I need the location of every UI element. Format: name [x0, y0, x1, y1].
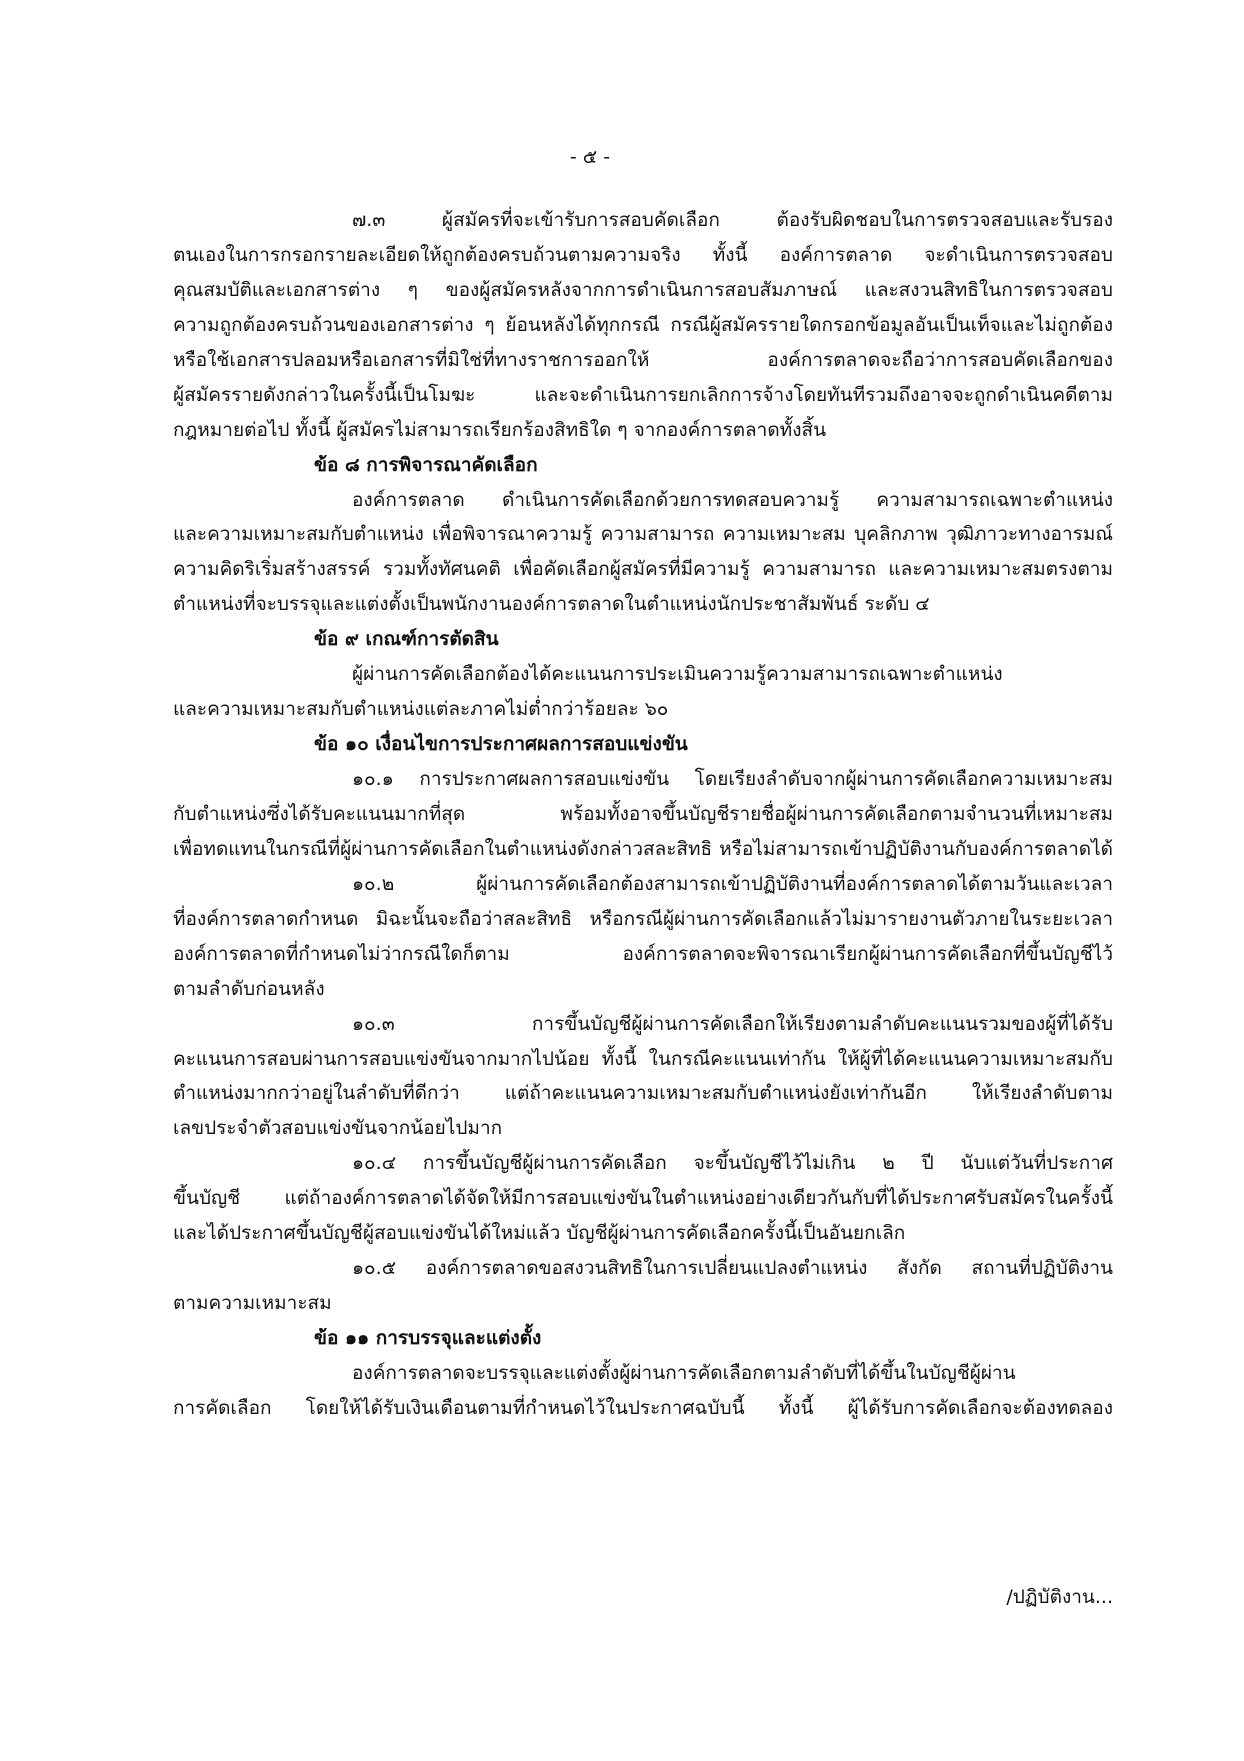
- clause-11-heading: ข้อ ๑๑ การบรรจุและแต่งตั้ง: [314, 1327, 542, 1349]
- clause-10-3-line: เลขประจำตัวสอบแข่งขันจากน้อยไปมาก: [173, 1117, 503, 1140]
- clause-10-1-line: ๑๐.๑ การประกาศผลการสอบแข่งขัน โดยเรียงลำดับจากผู้ผ่านการคัดเลือกความเหมาะสม: [352, 768, 1113, 790]
- clause-10-heading: ข้อ ๑๐ เงื่อนไขการประกาศผลการสอบแข่งขัน: [314, 733, 688, 756]
- clause-10-3-line: คะแนนการสอบผ่านการสอบแข่งขันจากมากไปน้อย ทั้งนี้ ในกรณีคะแนนเท่ากัน ให้ผู้ที่ได้คะแนนความเหมาะสมกับ: [173, 1047, 1113, 1070]
- clause-7-3-line: ผู้สมัครรายดังกล่าวในครั้งนี้เป็นโมฆะ และจะดำเนินการยกเลิกการจ้างโดยทันทีรวมถึงอาจจะถูกดำเนินคดีตาม: [173, 383, 1113, 406]
- clause-11-line: องค์การตลาดจะบรรจุและแต่งตั้งผู้ผ่านการคัดเลือกตามลำดับที่ได้ขึ้นในบัญชีผู้ผ่าน: [352, 1361, 1016, 1384]
- clause-10-2-line: องค์การตลาดที่กำหนดไม่ว่ากรณีใดก็ตาม องค์การตลาดจะพิจารณาเรียกผู้ผ่านการคัดเลือกที่ขึ้นบัญชีไว้: [173, 942, 1113, 965]
- clause-10-4-line: ๑๐.๔ การขึ้นบัญชีผู้ผ่านการคัดเลือก จะขึ้นบัญชีไว้ไม่เกิน ๒ ปี นับแต่วันที่ประกาศ: [352, 1152, 1113, 1175]
- clause-9-heading: ข้อ ๙ เกณฑ์การตัดสิน: [314, 628, 499, 651]
- clause-11-line: การคัดเลือก โดยให้ได้รับเงินเดือนตามที่กำหนดไว้ในประกาศฉบับนี้ ทั้งนี้ ผู้ได้รับการคัดเลือกจะต้องทดลอง: [173, 1396, 1113, 1419]
- clause-7-3-line: ๗.๓ ผู้สมัครที่จะเข้ารับการสอบคัดเลือก ต้องรับผิดชอบในการตรวจสอบและรับรอง: [352, 209, 1113, 231]
- clause-7-3-line: ตนเองในการกรอกรายละเอียดให้ถูกต้องครบถ้วนตามความจริง ทั้งนี้ องค์การตลาด จะดำเนินการตรวจสอบ: [173, 243, 1113, 266]
- clause-10-1-line: เพื่อทดแทนในกรณีที่ผู้ผ่านการคัดเลือกในตำแหน่งดังกล่าวสละสิทธิ หรือไม่สามารถเข้าปฏิบัติงานกับองค์การตลาดได้: [173, 837, 1113, 860]
- page-number: - ๕ -: [569, 146, 611, 168]
- continuation-marker: /ปฏิบัติงาน...: [1006, 1586, 1113, 1608]
- clause-10-2-line: ๑๐.๒ ผู้ผ่านการคัดเลือกต้องสามารถเข้าปฏิบัติงานที่องค์การตลาดได้ตามวันและเวลา: [352, 872, 1113, 895]
- clause-10-3-line: ๑๐.๓ การขึ้นบัญชีผู้ผ่านการคัดเลือกให้เรียงตามลำดับคะแนนรวมของผู้ที่ได้รับ: [352, 1012, 1113, 1035]
- clause-7-3-line: กฎหมายต่อไป ทั้งนี้ ผู้สมัครไม่สามารถเรียกร้องสิทธิใด ๆ จากองค์การตลาดทั้งสิ้น: [173, 418, 827, 441]
- clause-10-5-line: ตามความเหมาะสม: [173, 1292, 332, 1315]
- clause-10-1-line: กับตำแหน่งซึ่งได้รับคะแนนมากที่สุด พร้อมทั้งอาจขึ้นบัญชีรายชื่อผู้ผ่านการคัดเลือกตามจำนวนที่เหมาะสม: [173, 802, 1113, 825]
- clause-10-2-line: ที่องค์การตลาดกำหนด มิฉะนั้นจะถือว่าสละสิทธิ หรือกรณีผู้ผ่านการคัดเลือกแล้วไม่มารายงานตัวภายในระยะเวลา: [173, 907, 1113, 930]
- clause-10-4-line: ขึ้นบัญชี แต่ถ้าองค์การตลาดได้จัดให้มีการสอบแข่งขันในตำแหน่งอย่างเดียวกันกับที่ได้ประกาศรับสมัครในครั้งนี้: [173, 1187, 1113, 1210]
- clause-9-line: และความเหมาะสมกับตำแหน่งแต่ละภาคไม่ต่ำกว่าร้อยละ ๖๐: [173, 698, 669, 721]
- clause-8-heading: ข้อ ๘ การพิจารณาคัดเลือก: [314, 453, 538, 476]
- clause-9-line: ผู้ผ่านการคัดเลือกต้องได้คะแนนการประเมินความรู้ความสามารถเฉพาะตำแหน่ง: [352, 663, 1003, 686]
- clause-8-line: และความเหมาะสมกับตำแหน่ง เพื่อพิจารณาความรู้ ความสามารถ ความเหมาะสม บุคลิกภาพ วุฒิภาวะทางอารมณ์: [173, 523, 1113, 546]
- clause-8-line: ความคิดริเริ่มสร้างสรรค์ รวมทั้งทัศนคติ เพื่อคัดเลือกผู้สมัครที่มีความรู้ ความสามารถ และความเหมาะสมตรงตาม: [173, 558, 1113, 581]
- clause-7-3-line: คุณสมบัติและเอกสารต่าง ๆ ของผู้สมัครหลังจากการดำเนินการสอบสัมภาษณ์ และสงวนสิทธิในการตรวจสอบ: [173, 278, 1113, 301]
- clause-10-2-line: ตามลำดับก่อนหลัง: [173, 977, 325, 1000]
- clause-7-3-line: หรือใช้เอกสารปลอมหรือเอกสารที่มิใช่ที่ทางราชการออกให้ องค์การตลาดจะถือว่าการสอบคัดเลือกของ: [173, 348, 1113, 371]
- clause-10-5-line: ๑๐.๕ องค์การตลาดขอสงวนสิทธิในการเปลี่ยนแปลงตำแหน่ง สังกัด สถานที่ปฏิบัติงาน: [352, 1257, 1113, 1280]
- clause-10-3-line: ตำแหน่งมากกว่าอยู่ในลำดับที่ดีกว่า แต่ถ้าคะแนนความเหมาะสมกับตำแหน่งยังเท่ากันอีก ให้เรียงลำดับตาม: [173, 1082, 1113, 1105]
- clause-10-4-line: และได้ประกาศขึ้นบัญชีผู้สอบแข่งขันได้ใหม่แล้ว บัญชีผู้ผ่านการคัดเลือกครั้งนี้เป็นอันยกเลิก: [173, 1222, 906, 1245]
- clause-8-line: ตำแหน่งที่จะบรรจุและแต่งตั้งเป็นพนักงานองค์การตลาดในตำแหน่งนักประชาสัมพันธ์ ระดับ ๔: [173, 593, 930, 616]
- clause-7-3-line: ความถูกต้องครบถ้วนของเอกสารต่าง ๆ ย้อนหลังได้ทุกกรณี กรณีผู้สมัครรายใดกรอกข้อมูลอันเป็นเท็จและไม่ถูกต้อง: [173, 313, 1113, 336]
- document-body: [173, 203, 1113, 1426]
- clause-8-line: องค์การตลาด ดำเนินการคัดเลือกด้วยการทดสอบความรู้ ความสามารถเฉพาะตำแหน่ง: [352, 488, 1113, 511]
